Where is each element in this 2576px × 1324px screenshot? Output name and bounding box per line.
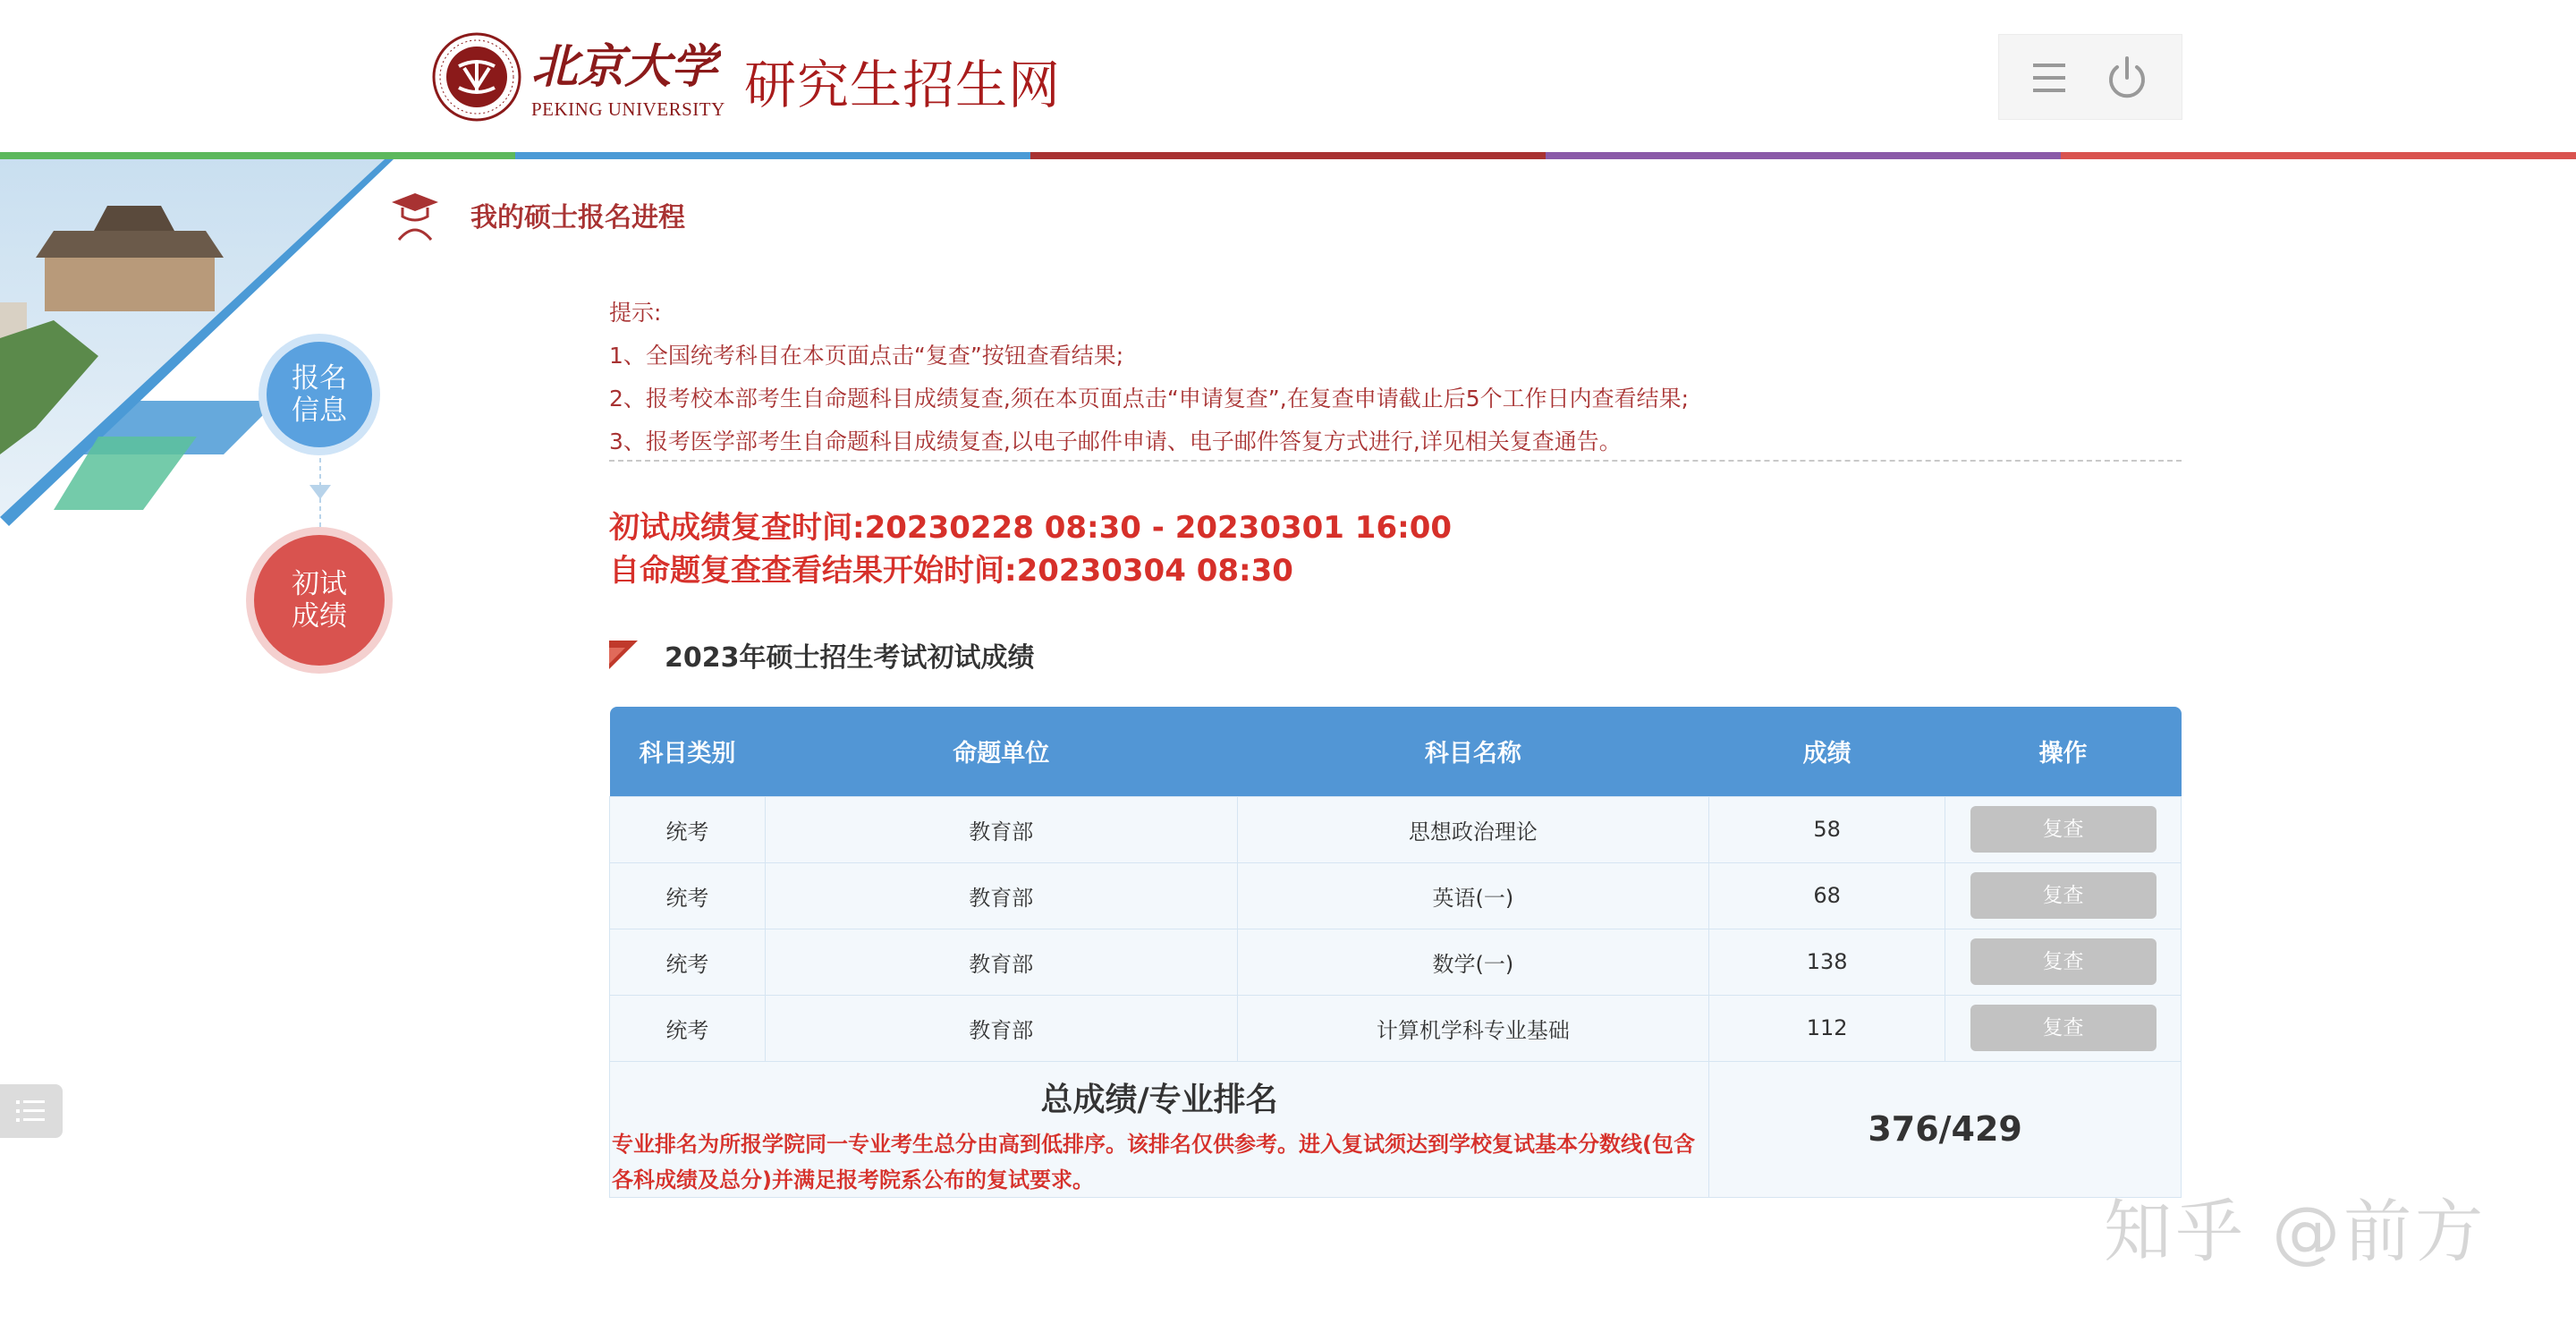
column-header: 科目类别 bbox=[610, 707, 766, 796]
corner-flag-icon bbox=[609, 641, 638, 669]
cell-subject: 数学(一) bbox=[1237, 929, 1709, 995]
cell-subject: 计算机学科专业基础 bbox=[1237, 995, 1709, 1061]
cell-subject: 英语(一) bbox=[1237, 862, 1709, 929]
recheck-button[interactable]: 复查 bbox=[1970, 806, 2157, 853]
recheck-button[interactable]: 复查 bbox=[1970, 938, 2157, 985]
university-logo-wordmark bbox=[531, 36, 721, 95]
step-arrow-icon bbox=[304, 458, 336, 530]
tips-divider bbox=[609, 460, 2182, 462]
step-label: 成绩 bbox=[292, 600, 347, 632]
section-title-text: 我的硕士报名进程 bbox=[470, 202, 685, 233]
table-title-text: 2023年硕士招生考试初试成绩 bbox=[665, 642, 1035, 674]
tips-panel bbox=[609, 292, 2182, 463]
cell-action bbox=[1945, 995, 2182, 1061]
tips-heading: 提示: bbox=[609, 300, 662, 326]
total-score-rank: 376/429 bbox=[1709, 1061, 2182, 1197]
site-header bbox=[0, 0, 2576, 154]
university-name-en: PEKING UNIVERSITY bbox=[531, 98, 725, 120]
graduate-cap-icon bbox=[390, 188, 440, 242]
recheck-button[interactable]: 复查 bbox=[1970, 872, 2157, 919]
power-icon[interactable] bbox=[2105, 55, 2149, 101]
section-title bbox=[390, 188, 685, 242]
total-row bbox=[610, 1061, 2182, 1197]
recheck-time-line: 初试成绩复查时间:20230228 08:30 - 20230301 16:00 bbox=[609, 510, 1453, 546]
hamburger-menu-icon[interactable] bbox=[2031, 58, 2067, 98]
cell-score: 68 bbox=[1709, 862, 1945, 929]
column-header: 命题单位 bbox=[765, 707, 1237, 796]
column-header: 成绩 bbox=[1709, 707, 1945, 796]
step-label: 初试 bbox=[292, 568, 347, 600]
column-header: 操作 bbox=[1945, 707, 2182, 796]
header-color-bar bbox=[0, 152, 2576, 159]
cell-score: 112 bbox=[1709, 995, 1945, 1061]
cell-unit: 教育部 bbox=[765, 995, 1237, 1061]
cell-category: 统考 bbox=[610, 929, 766, 995]
step-label: 报名 bbox=[292, 362, 347, 395]
cell-score: 138 bbox=[1709, 929, 1945, 995]
cell-category: 统考 bbox=[610, 862, 766, 929]
cell-action bbox=[1945, 796, 2182, 862]
step-registration-info[interactable] bbox=[267, 342, 372, 447]
cell-category: 统考 bbox=[610, 995, 766, 1061]
cell-unit: 教育部 bbox=[765, 862, 1237, 929]
cell-subject: 思想政治理论 bbox=[1237, 796, 1709, 862]
recheck-button[interactable]: 复查 bbox=[1970, 1005, 2157, 1051]
cell-action bbox=[1945, 929, 2182, 995]
cell-unit: 教育部 bbox=[765, 929, 1237, 995]
table-row bbox=[610, 796, 2182, 862]
step-label: 信息 bbox=[292, 395, 347, 427]
zhihu-watermark: 知乎 @前方 bbox=[2104, 1192, 2487, 1271]
tip-line: 1、全国统考科目在本页面点击“复查”按钮查看结果; bbox=[609, 343, 1124, 369]
floating-list-button[interactable] bbox=[0, 1084, 63, 1138]
table-row bbox=[610, 929, 2182, 995]
list-icon bbox=[16, 1098, 47, 1125]
peking-university-emblem-icon bbox=[432, 32, 521, 122]
table-title bbox=[609, 635, 1035, 675]
site-name: 研究生招生网 bbox=[744, 55, 1062, 115]
step-preliminary-score[interactable] bbox=[254, 535, 385, 666]
table-row bbox=[610, 862, 2182, 929]
tip-line: 2、报考校本部考生自命题科目成绩复查,须在本页面点击“申请复查”,在复查申请截止后5个工作日内查看结果; bbox=[609, 386, 1690, 412]
svg-text:北京大学: 北京大学 bbox=[531, 39, 718, 94]
cell-category: 统考 bbox=[610, 796, 766, 862]
recheck-times bbox=[609, 506, 1452, 592]
column-header: 科目名称 bbox=[1237, 707, 1709, 796]
table-row bbox=[610, 995, 2182, 1061]
result-start-time-line: 自命题复查查看结果开始时间:20230304 08:30 bbox=[609, 553, 1293, 589]
cell-score: 58 bbox=[1709, 796, 1945, 862]
total-title: 总成绩/专业排名 bbox=[1040, 1081, 1278, 1118]
table-header-row bbox=[610, 707, 2182, 796]
total-label-cell bbox=[610, 1061, 1709, 1197]
score-table bbox=[609, 707, 2182, 1198]
tip-line: 3、报考医学部考生自命题科目成绩复查,以电子邮件申请、电子邮件答复方式进行,详见相关复查通告。 bbox=[609, 429, 1622, 454]
ranking-note: 专业排名为所报学院同一专业考生总分由高到低排序。该排名仅供参考。进入复试须达到学校复试基本分数线(包含各科成绩及总分)并满足报考院系公布的复试要求。 bbox=[612, 1131, 1695, 1192]
header-toolbar bbox=[1998, 34, 2182, 120]
cell-unit: 教育部 bbox=[765, 796, 1237, 862]
cell-action bbox=[1945, 862, 2182, 929]
